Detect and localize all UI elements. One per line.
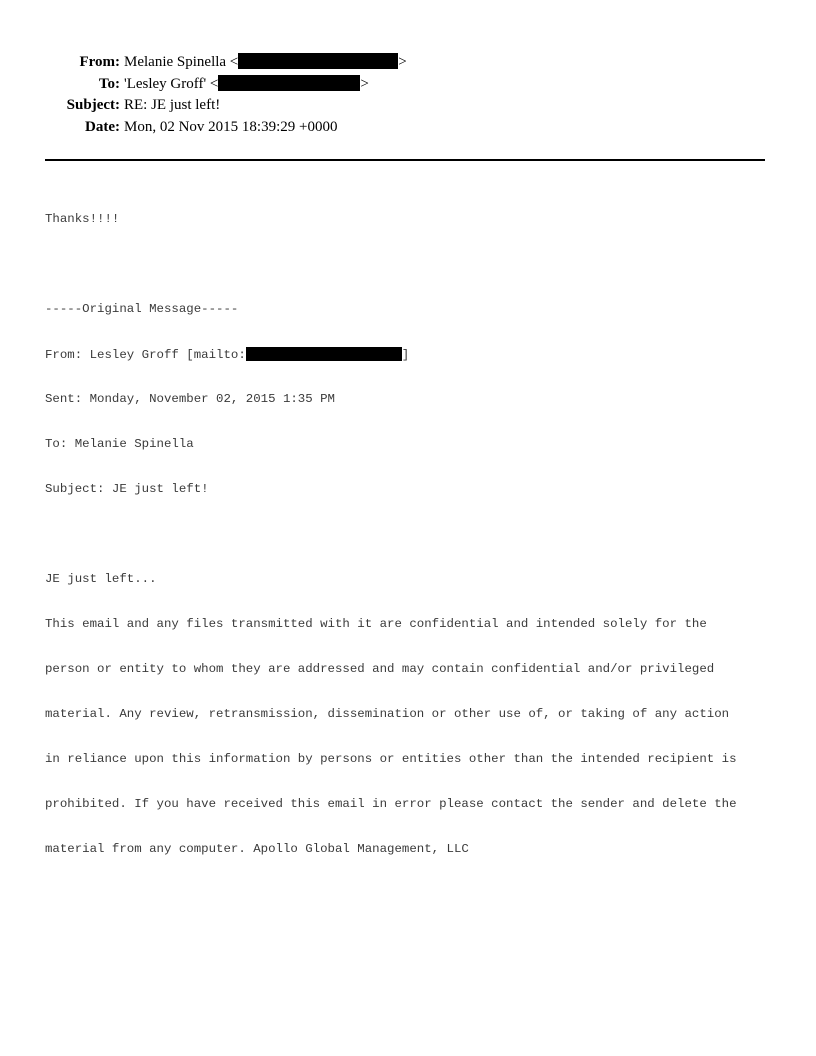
original-message-text: JE just left... <box>45 572 157 586</box>
disclaimer-line: prohibited. If you have received this email in error please contact the sender and delete the <box>45 797 737 811</box>
to-value <box>124 74 369 96</box>
spacer <box>45 527 785 542</box>
redaction-box <box>238 53 398 69</box>
disclaimer-line: This email and any files transmitted with it are confidential and intended solely for the <box>45 617 707 631</box>
subject-label: Subject: <box>66 97 120 113</box>
to-name: 'Lesley Groff' < <box>124 75 219 92</box>
original-message-marker: -----Original Message----- <box>45 302 239 316</box>
date-row <box>0 117 816 139</box>
from-value <box>124 52 407 74</box>
from-label: From: <box>79 54 120 70</box>
redaction-box <box>218 75 360 91</box>
header-divider <box>45 159 765 161</box>
subject-row <box>0 95 816 117</box>
original-from-prefix: From: Lesley Groff [mailto: <box>45 348 246 362</box>
disclaimer-line: material from any computer. Apollo Global Management, LLC <box>45 842 469 856</box>
email-body <box>45 182 785 872</box>
date-value: Mon, 02 Nov 2015 18:39:29 +0000 <box>124 118 338 135</box>
original-subject-line: Subject: JE just left! <box>45 482 209 496</box>
original-from-line <box>45 347 785 362</box>
disclaimer-line: material. Any review, retransmission, dissemination or other use of, or taking of any action <box>45 707 730 721</box>
original-to-line: To: Melanie Spinella <box>45 437 194 451</box>
to-label: To: <box>98 75 120 92</box>
email-header <box>0 52 816 138</box>
from-close: > <box>398 54 407 70</box>
date-label: Date: <box>85 118 120 135</box>
from-name: Melanie Spinella < <box>124 54 239 70</box>
redaction-box <box>246 347 402 361</box>
reply-text: Thanks!!!! <box>45 212 120 226</box>
disclaimer-line: in reliance upon this information by persons or entities other than the intended recipient is <box>45 752 737 766</box>
to-row <box>0 74 816 96</box>
subject-value: RE: JE just left! <box>124 97 221 113</box>
from-row <box>0 52 816 74</box>
disclaimer-line: person or entity to whom they are addressed and may contain confidential and/or privileged <box>45 662 715 676</box>
original-from-suffix: ] <box>401 348 410 362</box>
spacer <box>45 257 785 272</box>
original-sent-line: Sent: Monday, November 02, 2015 1:35 PM <box>45 392 335 406</box>
to-close: > <box>360 75 369 92</box>
